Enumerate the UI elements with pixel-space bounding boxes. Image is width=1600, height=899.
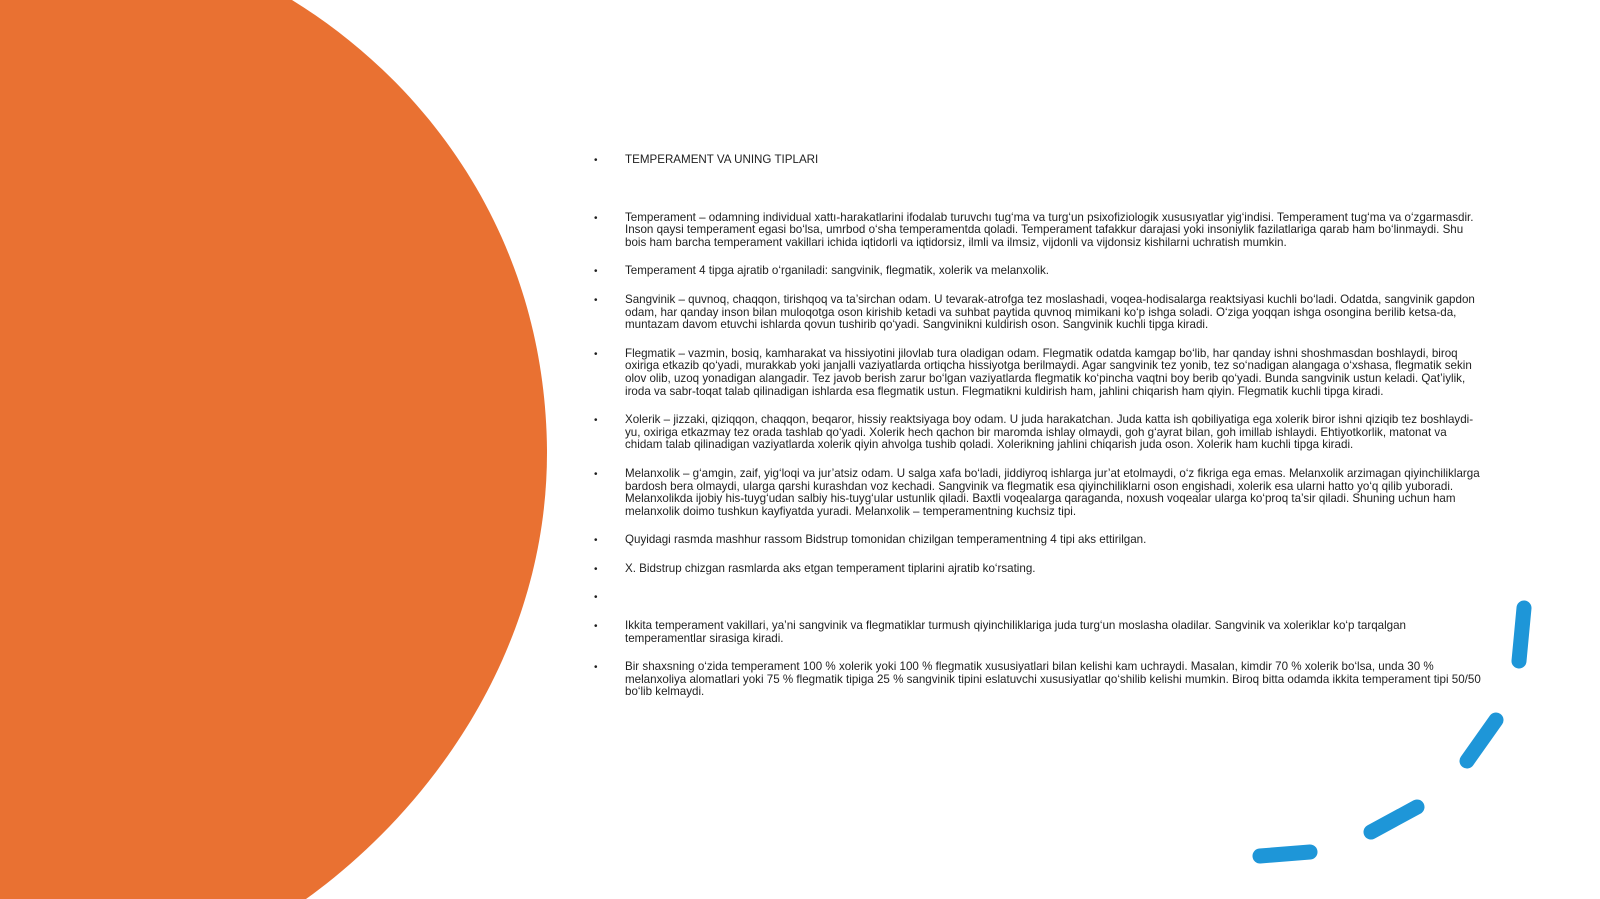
bullet-icon — [594, 154, 598, 168]
brush-stroke-lower — [1371, 807, 1417, 832]
list-item — [594, 265, 1484, 278]
list-item-text: Temperament 4 tipga ajratib o‘rganiladi: sangvinik, flegmatik, xolerik va melanxolik. — [625, 264, 1050, 278]
list-item — [594, 534, 1484, 547]
bullet-icon — [594, 294, 598, 308]
list-item — [594, 661, 1484, 699]
list-item — [594, 294, 1484, 332]
bullet-icon — [594, 468, 598, 482]
brush-stroke-bottom — [1260, 852, 1310, 856]
orange-circle-shape — [0, 0, 547, 899]
list-item-empty — [594, 591, 1484, 604]
list-item-text: Xolerik – jizzaki, qiziqqon, chaqqon, beqaror, hissiy reaktsiyaga boy odam. U juda harakatchan. Juda katta ish qobiliyatiga ega xolerik biror ishni qiziqib tez boshlaydi-yu, oxiriga etkazmay tez orada tashlab qo‘yadi. Xolerik hech qachon bir maromda ishlay olmaydi, goh g‘ayrat bilan, goh imillab ishlaydi. Ehtiyotkorlik, matonat va chidam talab qilinadigan vaziyatlarda xolerik qiyin ahvolga tushib qoladi. Xolerikning jahlini chiqarish juda oson. Xolerik ham kuchli tipga kiradi. — [625, 413, 1474, 452]
bullet-icon — [594, 534, 598, 548]
list-item — [594, 468, 1484, 518]
list-item-text: Flegmatik – vazmin, bosiq, kamharakat va hissiyotini jilovlab tura oladigan odam. Flegmatik odatda kamgap bo‘lib, har qanday ishni shoshmasdan boshlaydi, biroq oxiriga etkazib qo‘yadi, murakkab yoki janjalli vaziyatlarda ortiqcha hissiyotga berilmaydi. Agar sangvinik tez yonib, tez so‘nadigan alangaga o‘xshasa, flegmatik sekin olov olib, uzoq yonadigan alangadir. Tez javob berish zarur bo‘lgan vaziyatlarda flegmatik ko‘pincha vaqtni boy berib qo‘yadi. Bunda sangvinik ustun keladi. Qat’iylik, iroda va sabr-toqat talab qilinadigan ishlarda esa flegmatik ustun. Flegmatikni kuldirish ham, jahlini chiqarish ham qiyin. Flegmatik kuchli tipga kiradi. — [625, 346, 1472, 398]
list-item-text: Temperament – odamning individual xattı-harakatlarini ifodalab turuvchı tug‘ma va turg‘un psixofiziologik xususıyatlar yig‘indisi. Temperament tug‘ma va o‘zgarmasdir. Inson qaysi temperament egasi bo‘lsa, umrbod o‘sha temperamentda qoladi. Temperament tafakkur darajasi yoki insoniylik fazilatlariga qarab ham bo‘linmaydi. Shu bois ham barcha temperament vakillari ichida iqtidorli va iqtidorsiz, ilmli va ilmsiz, vijdonli va vijdonsiz kishilarni uchratish mumkin. — [625, 210, 1474, 249]
list-item — [594, 563, 1484, 576]
list-item-text — [625, 591, 1484, 604]
bullet-icon — [594, 563, 598, 577]
list-item-title — [594, 154, 1484, 167]
list-item — [594, 348, 1484, 398]
brush-stroke-top — [1519, 608, 1524, 661]
list-item-text: Ikkita temperament vakillari, ya’ni sangvinik va flegmatiklar turmush qiyinchiliklariga juda turg‘un moslasha oladilar. Sangvinik va xoleriklar ko‘p tarqalgan temperamentlar sirasiga kiradi. — [625, 619, 1407, 645]
brush-stroke-middle — [1467, 720, 1496, 761]
bullet-icon — [594, 591, 598, 605]
slide-title: TEMPERAMENT VA UNING TIPLARI — [625, 153, 819, 166]
text-content — [594, 154, 1484, 699]
list-item-text: Melanxolik – g‘amgin, zaif, yig‘loqi va jur’atsiz odam. U salga xafa bo‘ladi, jiddiyroq ishlarga jur’at etolmaydi, o‘z fikriga ega emas. Melanxolik arzimagan qiyinchiliklarga bardosh bera olmaydi, ularga qarshi kurashdan voz kechadi. Sangvinik va flegmatik esa qiyinchiliklarni oson engishadi, xolerik esa ularni hatto yo‘q qilib yuboradi. Melanxolikda ijobiy his-tuyg‘udan salbiy his-tuyg‘ular ustunlik qiladi. Baxtli voqealarga qaraganda, noxush voqealar ularga ko‘proq ta’sir qiladi. Shuning uchun ham melanxolik doimo tushkun kayfiyatda yuradi. Melanxolik – temperamentning kuchsiz tipi. — [625, 466, 1480, 518]
list-item-text: Sangvinik – quvnoq, chaqqon, tirishqoq va ta’sirchan odam. U tevarak-atrofga tez moslashadi, voqea-hodisalarga reaktsiyasi kuchli bo‘ladi. Odatda, sangvinik gapdon odam, har qanday inson bilan muloqotga oson kirishib ketadi va suhbat paytida quvnoq mimikani ko‘p ishga soladi. O‘ziga yoqqan ishga osongina berilib ketsa-da, muntazam davom etuvchi ishlarda qovun tushirib qo‘yadi. Sangvinikni kuldirish oson. Sangvinik kuchli tipga kiradi. — [625, 292, 1475, 332]
list-item-text: Quyidagi rasmda mashhur rassom Bidstrup tomonidan chizilgan temperamentning 4 tipi aks ettirilgan. — [625, 533, 1147, 547]
list-item — [594, 212, 1484, 250]
bullet-icon — [594, 414, 598, 428]
list-item-text: Bir shaxsning o‘zida temperament 100 % xolerik yoki 100 % flegmatik xususiyatlari bilan kelishi kam uchraydi. Masalan, kimdir 70 % xolerik bo‘lsa, unda 30 % melanxoliya alomatlari yoki 75 % flegmatik tipiga 25 % sangvinik tipini eslatuvchi xususiyatlar qo‘shilib kelishi mumkin. Biroq bitta odamda ikkita temperament tipi 50/50 bo‘lib kelmaydi. — [625, 660, 1481, 699]
bullet-icon — [594, 661, 598, 675]
bullet-icon — [594, 620, 598, 634]
bullet-list — [594, 154, 1484, 699]
bullet-icon — [594, 348, 598, 362]
bullet-icon — [594, 212, 598, 226]
bullet-icon — [594, 265, 598, 279]
list-item-text: X. Bidstrup chizgan rasmlarda aks etgan temperament tiplarini ajratib ko‘rsating. — [625, 561, 1036, 575]
list-item — [594, 414, 1484, 452]
list-item — [594, 620, 1484, 645]
